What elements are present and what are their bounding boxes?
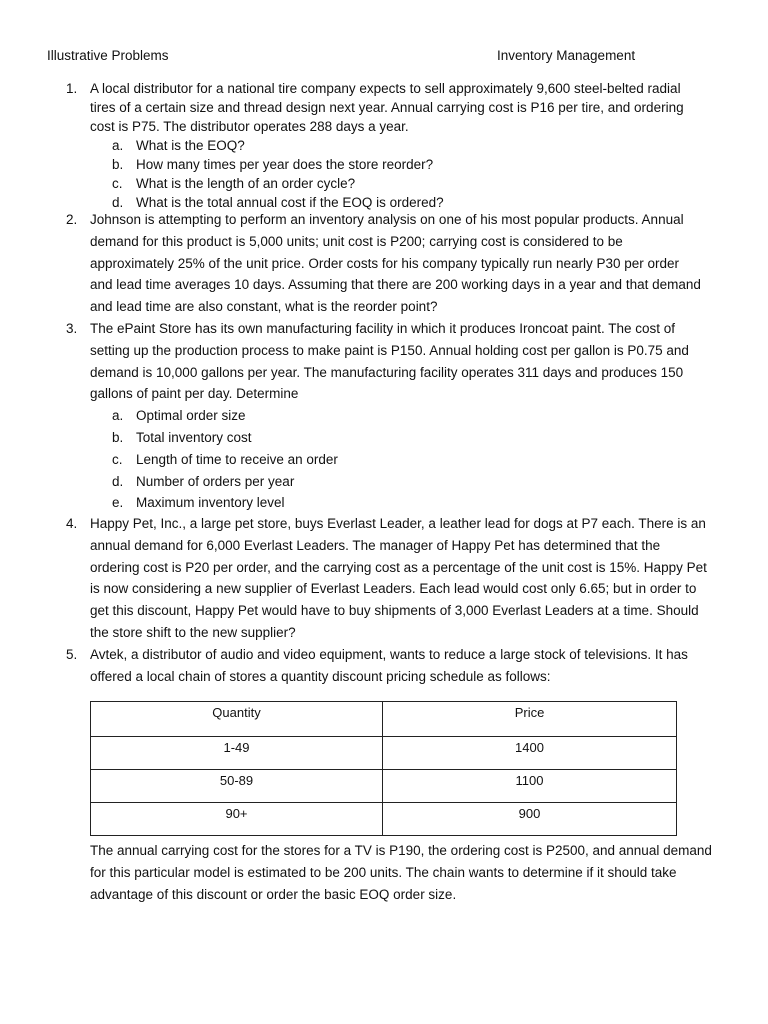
sub-question [112,471,722,493]
page-header [47,48,708,66]
sub-text: How many times per year does the store reorder? [136,157,434,172]
problem-text-line: the store shift to the new supplier? [90,624,296,640]
problem-3 [66,318,722,514]
sub-question [112,427,722,449]
quantity-cell: 50-89 [91,770,383,803]
sub-letter: a. [112,408,124,424]
problem-text-line: cost is P75. The distributor operates 288 days a year. [90,119,409,134]
problem-text-line: is now considering a new supplier of Everlast Leaders. Each lead would cost only 6.65; but in order to [90,581,697,597]
sub-text: What is the length of an order cycle? [136,176,356,191]
problem-text-line: demand for this product is 5,000 units; unit cost is P200; carrying cost is considered to be [90,233,623,249]
problem-text-line: Avtek, a distributor of audio and video equipment, wants to reduce a large stock of televisions. It has [90,647,688,662]
problem-text-line: Johnson is attempting to perform an inventory analysis on one of his most popular products. Annual [90,212,684,227]
table-header-row [91,702,677,737]
discount-pricing-table [90,701,677,836]
problem-text-line: for this particular model is estimated to be 200 units. The chain wants to determine if it should take [90,864,677,880]
problem-text-line: setting up the production process to make paint is P150. Annual holding cost per gallon is P0.75 and [90,342,689,358]
price-cell: 1100 [383,770,677,803]
problem-5 [66,644,722,688]
price-cell: 900 [383,803,677,836]
problem-text-line: get this discount, Happy Pet would have to buy shipments of 3,000 Everlast Leaders at a time. Should [90,603,699,619]
sub-text: What is the total annual cost if the EOQ is ordered? [136,195,444,210]
sub-question [112,136,722,155]
sub-letter: d. [112,473,124,489]
problem-text-line: annual demand for 6,000 Everlast Leaders. The manager of Happy Pet has determined that the [90,537,661,553]
price-cell: 1400 [383,737,677,770]
table-row [91,770,677,803]
quantity-cell: 1-49 [91,737,383,770]
problem-4 [66,513,722,644]
sub-question [112,174,722,193]
sub-text: Length of time to receive an order [136,451,338,467]
sub-text: Optimal order size [136,408,246,424]
problem-text-line: and lead time averages 10 days. Assuming that there are 200 working days in a year and that demand [90,277,701,293]
sub-text: Maximum inventory level [136,495,285,511]
problem-number: 5. [66,647,78,662]
problem-5-continuation [90,840,726,905]
sub-question [112,155,722,174]
column-header-price: Price [383,702,677,737]
problem-2 [66,209,722,318]
problem-number: 1. [66,81,78,96]
problem-text-line: approximately 25% of the unit price. Order costs for his company typically run nearly P30 per order [90,255,680,271]
problem-text-line: ordering cost is P20 per order, and the carrying cost as a percentage of the unit cost is 15%. Happy Pet [90,559,707,575]
sub-letter: c. [112,176,123,191]
problem-text-line: advantage of this discount or order the basic EOQ order size. [90,886,457,902]
sub-text: Number of orders per year [136,473,295,489]
problem-text-line: and lead time are also constant, what is the reorder point? [90,299,438,315]
table-row [91,803,677,836]
problem-number: 4. [66,516,78,531]
table-row [91,737,677,770]
problem-text-line: tires of a certain size and thread design next year. Annual carrying cost is P16 per tire, and ordering [90,100,684,115]
header-right-title: Inventory Management [497,48,636,63]
problem-number: 3. [66,321,78,336]
problem-text-line: The ePaint Store has its own manufacturing facility in which it produces Ironcoat paint. The cost of [90,321,676,336]
sub-text: What is the EOQ? [136,138,245,153]
sub-letter: a. [112,138,124,153]
header-left-title: Illustrative Problems [47,48,169,63]
sub-question [112,405,722,427]
column-header-quantity: Quantity [91,702,383,737]
problem-number: 2. [66,212,78,227]
problem-text-line: The annual carrying cost for the stores for a TV is P190, the ordering cost is P2500, and annual demand [90,843,712,858]
problem-text-line: offered a local chain of stores a quantity discount pricing schedule as follows: [90,668,551,684]
problem-1 [66,79,722,212]
sub-letter: e. [112,495,124,511]
sub-letter: d. [112,195,124,210]
sub-letter: b. [112,429,124,445]
sub-text: Total inventory cost [136,429,252,445]
problem-text-line: A local distributor for a national tire company expects to sell approximately 9,600 steel-belted radial [90,81,681,96]
sub-letter: b. [112,157,124,172]
problem-text-line: demand is 10,000 gallons per year. The manufacturing facility operates 311 days and produces 150 [90,364,684,380]
sub-letter: c. [112,451,123,467]
problem-text-line: Happy Pet, Inc., a large pet store, buys Everlast Leader, a leather lead for dogs at P7 each. There is an [90,516,706,531]
sub-question [112,492,722,514]
quantity-cell: 90+ [91,803,383,836]
problem-text-line: gallons of paint per day. Determine [90,386,299,402]
sub-question [112,449,722,471]
